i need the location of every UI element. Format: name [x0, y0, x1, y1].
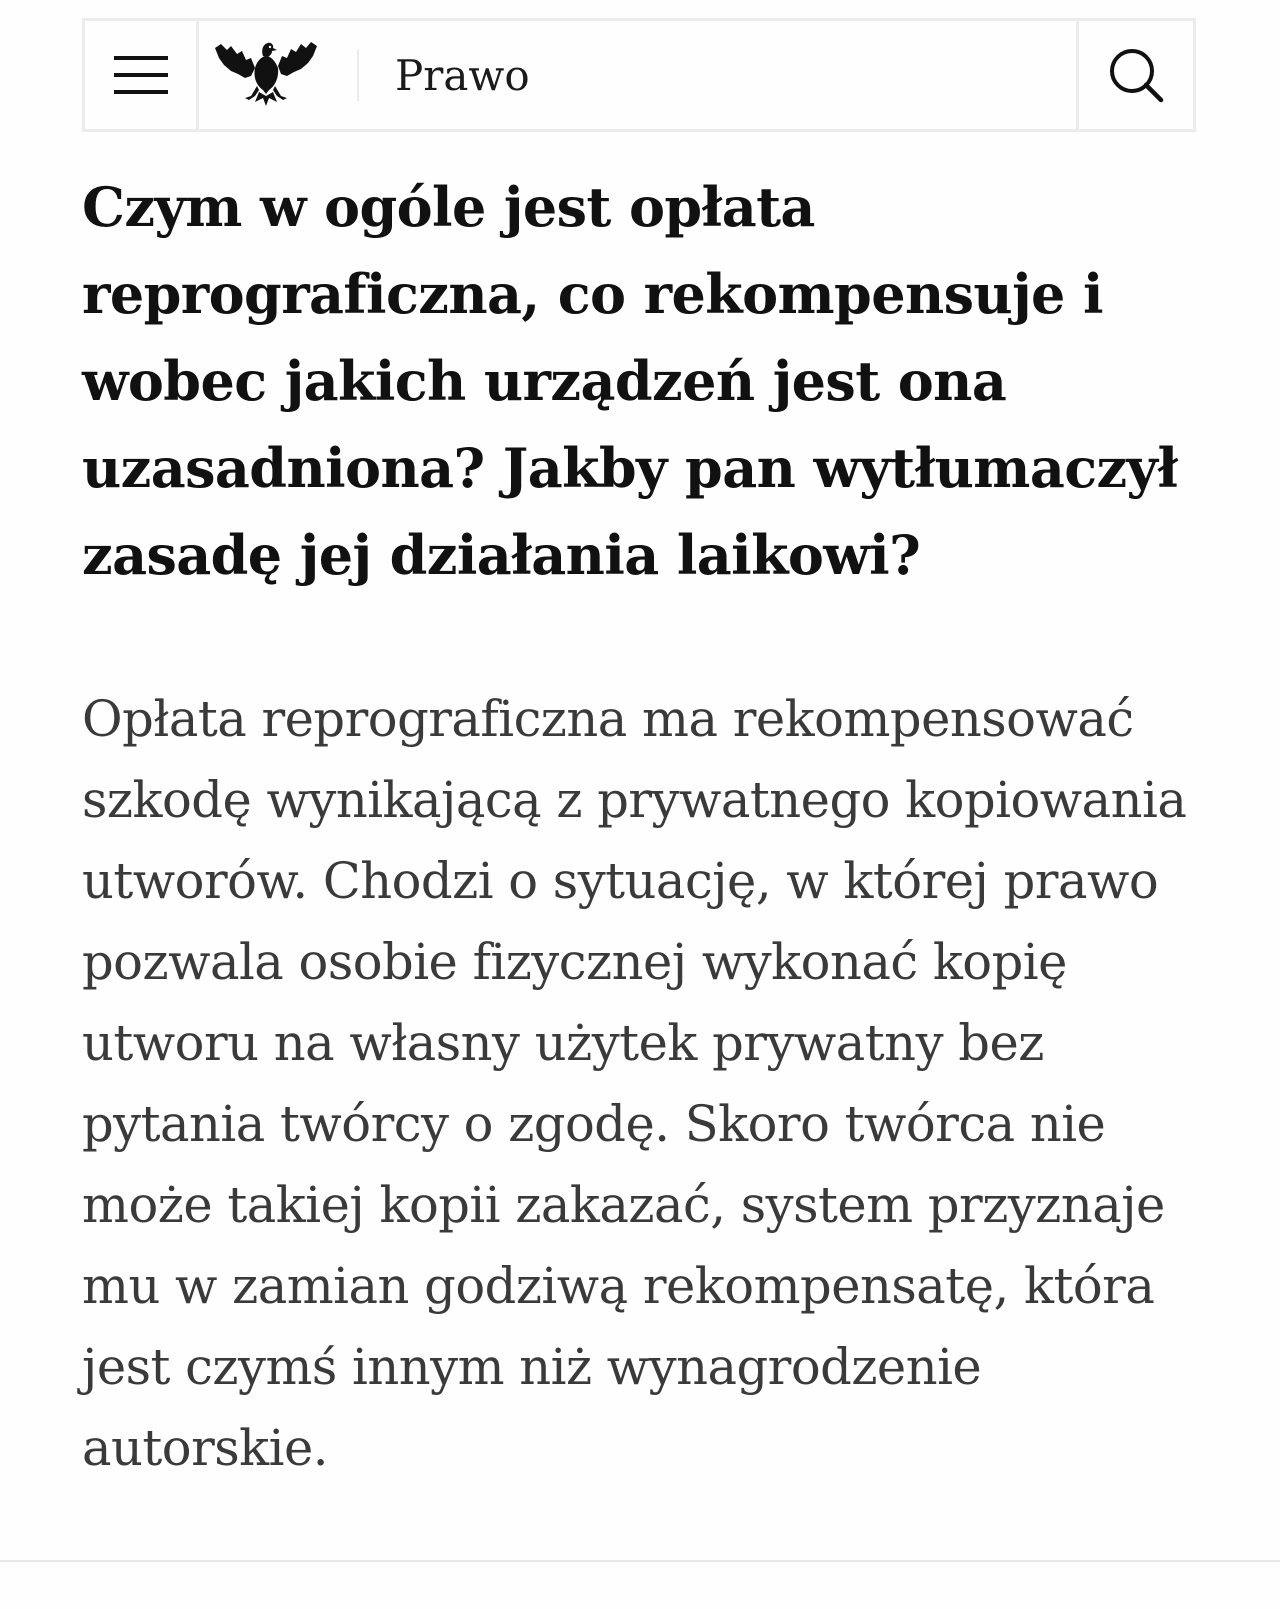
- section-name[interactable]: Prawo: [395, 50, 530, 100]
- interview-question: Czym w ogóle jest opłata reprograficzna, co rekompensuje i wobec jakich urządzeń jest ona uzasadniona? Jakby pan wytłumaczył zasadę jej działania laikowi?: [82, 175, 1178, 587]
- top-navigation-bar: [82, 18, 1196, 132]
- menu-button[interactable]: [85, 21, 199, 129]
- eagle-logo-icon: [211, 38, 321, 112]
- hamburger-menu-icon: [114, 56, 168, 94]
- site-logo[interactable]: [209, 35, 323, 115]
- interview-answer: Opłata reprograficzna ma rekompensować szkodę wynikającą z prywatnego kopiowania utworów. Chodzi o sytuację, w której prawo pozwala osobie fizycznej wykonać kopię utworu na własny użytek prywatny bez pytania twórcy o zgodę. Skoro twórca nie może takiej kopii zakazać, system przyznaje mu w zamian godziwą rekompensatę, która jest czymś innym niż wynagrodzenie autorskie.: [82, 690, 1187, 1477]
- brand-divider: [357, 49, 359, 101]
- brand-area: [199, 21, 1076, 129]
- bottom-divider: [0, 1560, 1280, 1562]
- search-icon: [1106, 45, 1166, 105]
- search-button[interactable]: [1076, 21, 1193, 129]
